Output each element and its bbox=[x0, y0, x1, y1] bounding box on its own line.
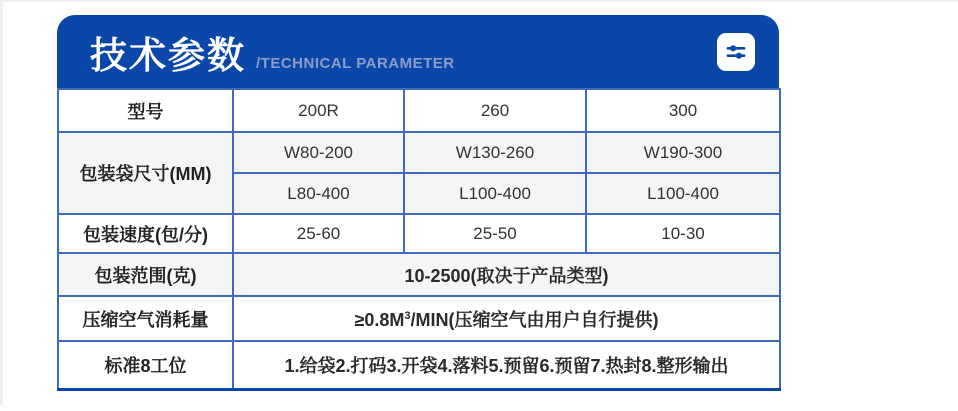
table-row-bag-width bbox=[58, 132, 780, 173]
section-header-text bbox=[90, 31, 455, 81]
table-row-stations bbox=[58, 341, 780, 389]
bag-width-value-2: W130-260 bbox=[404, 132, 586, 173]
stations-value: 1.给袋2.打码3.开袋4.落料5.预留6.预留7.热封8.整形输出 bbox=[233, 341, 780, 389]
row-label-stations: 标准8工位 bbox=[58, 341, 233, 389]
bag-length-value-1: L80-400 bbox=[233, 173, 404, 214]
row-label-range: 包装范围(克) bbox=[58, 253, 233, 296]
section-title: 技术参数 bbox=[90, 35, 246, 76]
technical-parameter-card bbox=[57, 15, 779, 391]
row-label-bag-size: 包装袋尺寸(MM) bbox=[58, 132, 233, 214]
speed-value-1: 25-60 bbox=[233, 214, 404, 253]
range-value: 10-2500(取决于产品类型) bbox=[233, 253, 780, 296]
bag-length-value-2: L100-400 bbox=[404, 173, 586, 214]
air-value-superscript: 3 bbox=[404, 309, 411, 322]
air-value bbox=[233, 296, 780, 341]
row-label-model: 型号 bbox=[58, 89, 233, 132]
table-row-model bbox=[58, 89, 780, 132]
air-value-prefix: ≥0.8M bbox=[354, 309, 405, 330]
speed-value-2: 25-50 bbox=[404, 214, 586, 253]
bag-width-value-3: W190-300 bbox=[586, 132, 780, 173]
table-row-air bbox=[58, 296, 780, 341]
speed-value-3: 10-30 bbox=[586, 214, 780, 253]
model-value-2: 260 bbox=[404, 89, 586, 132]
model-value-3: 300 bbox=[586, 89, 780, 132]
table-row-speed bbox=[58, 214, 780, 253]
left-edge-divider bbox=[0, 0, 3, 405]
sliders-icon bbox=[717, 33, 755, 71]
table-row-range bbox=[58, 253, 780, 296]
row-label-speed: 包装速度(包/分) bbox=[58, 214, 233, 253]
air-value-suffix: /MIN(压缩空气由用户自行提供) bbox=[410, 309, 659, 330]
spec-table bbox=[57, 88, 781, 391]
model-value-1: 200R bbox=[233, 89, 404, 132]
row-label-air: 压缩空气消耗量 bbox=[58, 296, 233, 341]
section-header bbox=[57, 15, 779, 88]
bag-length-value-3: L100-400 bbox=[586, 173, 780, 214]
section-subtitle: /TECHNICAL PARAMETER bbox=[256, 55, 455, 72]
bag-width-value-1: W80-200 bbox=[233, 132, 404, 173]
top-edge-divider bbox=[0, 0, 958, 2]
